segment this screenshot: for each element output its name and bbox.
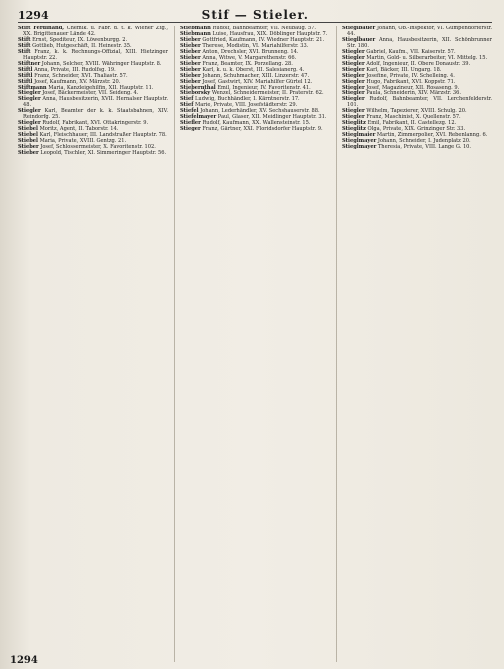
bottom-page-number: 1294 [10,655,38,666]
entry-text: Paul, Glaser, XII. Meidlinger Hauptstr. 31. [217,114,327,121]
entry-name: Stiftmann [18,84,47,91]
entry-text: Ernst, Spediteur, IX. Löwenburgg. 2. [32,36,128,43]
entry-name: Stiegler [18,90,41,97]
entry-text: Rudolf, Bahnbeamter, VII. Lerchenfelderstr. 101. [347,96,492,109]
entry-name: Stieglbauer [342,36,376,43]
entry-name: Stiebernthal [180,84,216,91]
entry-name: Stiegler [342,66,365,73]
entry-text: Marie, Private, VIII. Josefstädterstr. 29. [195,102,298,109]
entry-text: Anna, Witwe, V. Margarethenstr. 66. [202,54,297,61]
entry-text: Rudolf, Kaufmann, XX. Wallensteinstr. 15. [202,120,311,127]
entry-text: Gottfried, Kaufmann, IV. Wiedner Hauptstr. 21. [202,36,325,43]
entry-name: Stift Ferdinand, [18,26,65,31]
entry-text: Karl, Bäcker, III. Ungarg. 18. [366,66,442,73]
entry-text: Anna, Private, III. Rudolfsg. 19. [34,66,116,73]
directory-column-3 [336,26,492,662]
entry-text: Martin, Gold- u. Silberarbeiter, VI. Mittelg. 15. [366,54,488,61]
entry-text: Josefine, Private, IV. Schelleing. 4. [366,72,455,79]
entry-text: Anton, Drechsler, XVI. Brunneng. 14. [202,48,299,55]
entry-text: Wilhelm, Tapezierer, XVIII. Schulg. 20. [366,108,467,115]
entry-text: Gabriel, Kaufm., VII. Kaiserstr. 57. [366,48,456,55]
entry-name: Stiegler [342,60,365,67]
entry-name: Stift [18,36,31,43]
entry-name: Stieglmayer [342,144,377,151]
entry-name: Stiebel [18,132,38,139]
entry-text: Gottlieb, Hutgeschäft, II. Heinestr. 35. [32,42,132,49]
entry-text: Josef, Bäckermeister, VII. Seideng. 4. [42,90,139,97]
directory-columns [18,26,492,662]
entry-text: Emil, Fabrikant, II. Castellezg. 12. [367,120,457,127]
entry-name: Stieber [180,54,201,61]
entry-name: Stiegler [342,48,365,55]
entry-name: Stieglitz [342,120,366,127]
entry-name: Stieber [180,78,201,85]
entry-name: Stiefler [180,120,201,127]
directory-entry [18,151,168,157]
entry-text: Martin, Zimmerpolier, XVI. Rebenlanng. 6. [376,132,488,139]
entry-text: Franz, k. k. Rechnungs-Offizial, XIII. Hietzinger Hauptstr. 22. [23,48,168,61]
entry-text: Johann, Schuhmacher, XIII. Linzerstr. 47. [202,72,310,79]
entry-text: Hugo, Fabrikant, XVI. Koppstr. 71. [366,78,456,85]
entry-text: Karl, Beamter der k. k. Staatsbahnen, XIV. Reindorfg. 25. [23,108,168,121]
entry-name: Stiebel [18,126,38,133]
entry-name: Stieborsky [180,90,211,97]
entry-name: Stieber [180,60,201,67]
directory-entry [342,145,492,151]
entry-name: Stieglbauer [342,26,376,31]
entry-name: Stiegler [18,108,41,115]
entry-name: Stiebmann [180,30,211,37]
entry-text: Therese, Modistin, VI. Mariahilferstr. 33. [202,42,309,49]
entry-text: Paula, Schneiderin, XIV. Märzstr. 36. [366,90,462,97]
entry-name: Stieber [180,48,201,55]
page-header [18,6,492,23]
entry-name: Stiebmann [180,26,211,31]
entry-name: Stiefelmayer [180,114,217,121]
entry-text: Josef, Magazineur, XII. Rosaseng. 9. [366,84,460,91]
entry-text: Ludwig, Buchhändler, I. Kärntnerstr. 17. [195,96,300,103]
entry-text: Wenzel, Schneidermeister, II. Praterstr. 62. [211,90,324,97]
entry-name: Stieber [18,150,39,157]
entry-name: Stieber [180,66,201,73]
entry-name: Stieber [180,72,201,79]
entry-text: Olga, Private, XIX. Grinzinger Str. 33. [367,126,466,133]
entry-text: Anna, Hausbesitzerin, XII. Schönbrunner Str. 180. [347,36,492,49]
entry-text: Emil, Ingenieur, IV. Favoritenstr. 41. [217,84,311,91]
entry-text: Franz, Beamter, IX. Porzellang. 28. [202,60,293,67]
entry-name: Stief [180,102,194,109]
entry-name: Stieber [180,36,201,43]
entry-text: Rudolf, Fabrikant, XVI. Ottakringerstr. 9. [42,120,149,127]
entry-text: Maria, Private, XVIII. Gentzg. 21. [39,138,127,145]
entry-text: Rudolf, Bahnbeamter, VII. Neubaug. 57. [212,26,317,31]
entry-name: Stiegler [18,120,41,127]
entry-text: Josef, Gastwirt, XIV. Mariahilfer Gürtel 12. [202,78,313,85]
entry-name: Stiegler [342,54,365,61]
entry-name: Stieber [180,42,201,49]
entry-name: Stiftner [18,60,41,67]
entry-name: Stieger [180,126,201,133]
page-number: 1294 [18,9,49,22]
entry-name: Stiegler [342,78,365,85]
page-title: Stif — Stieler. [201,8,309,22]
entry-text: Johann, Selcher, XVIII. Währinger Hauptstr. 8. [41,60,162,67]
entry-name: Stiftl [18,78,33,85]
entry-text: Karl, Fleischhauer, III. Landstraßer Hauptstr. 78. [39,132,167,139]
entry-text: Karl, k. u. k. Oberst, III. Salesianerg. 4. [202,66,305,73]
entry-name: Stieglmayer [342,138,377,145]
entry-text: Johann, Schneider, I. Judenplatz 20. [377,138,471,145]
entry-name: Stiegler [342,72,365,79]
entry-name: Stiegler [342,84,365,91]
entry-text: Adolf, Ingenieur, II. Obere Donaustr. 39. [366,60,471,67]
entry-name: Stieglitz [342,126,366,133]
entry-name: Stiftl [18,72,33,79]
entry-name: Stief [180,96,194,103]
directory-entry [180,127,330,133]
entry-text: Franz, Maschinist, X. Quellenstr. 57. [366,114,461,121]
entry-name: Stiebel [18,138,38,145]
entry-text: Chemik. u. Fabr. d. t. k. Wiener Ztg., XX. Brigittenauer Lände 42. [23,26,168,37]
entry-text: Johann, Ob.-Inspektor, VI. Gumpendorferstr. 44. [347,26,492,37]
entry-name: Stift [18,42,31,49]
entry-text: Theresia, Private, VIII. Lange G. 10. [377,144,472,151]
entry-name: Stift [18,48,31,55]
entry-text: Josef, Schlossermeister, X. Favoritenstr. 102. [40,144,156,151]
entry-name: Stiegler [18,96,41,103]
entry-name: Stieber [18,144,39,151]
entry-text: Anna, Hausbesitzerin, XVII. Hernalser Hauptstr. 48. [23,96,168,109]
entry-text: Maria, Kanzleigehilfin, XII. Hauptstr. 11. [48,84,154,91]
entry-text: Leopold, Tischler, XI. Simmeringer Hauptstr. 56. [40,150,167,157]
entry-name: Stiefel [180,108,199,115]
entry-name: Stiftl [18,66,33,73]
directory-column-2 [174,26,330,662]
entry-text: Franz, Schneider, XVI. Thaliastr. 57. [34,72,128,79]
entry-text: Franz, Gärtner, XXI. Floridsdorfer Hauptstr. 9. [202,126,323,133]
entry-name: Stiegler [342,108,365,115]
entry-name: Stiegler [342,96,365,103]
entry-name: Stieglmaier [342,132,376,139]
entry-text: Moritz, Agent, II. Taborstr. 14. [39,126,119,133]
directory-column-1 [18,26,168,662]
entry-text: Luise, Hausfrau, XIX. Döblinger Hauptstr. 7. [212,30,328,37]
entry-name: Stiegler [342,90,365,97]
entry-text: Johann, Lederhändler, XV. Sechshauserstr. 88. [200,108,320,115]
entry-text: Josef, Kaufmann, XV. Märzstr. 20. [34,78,121,85]
entry-name: Stiegler [342,114,365,121]
